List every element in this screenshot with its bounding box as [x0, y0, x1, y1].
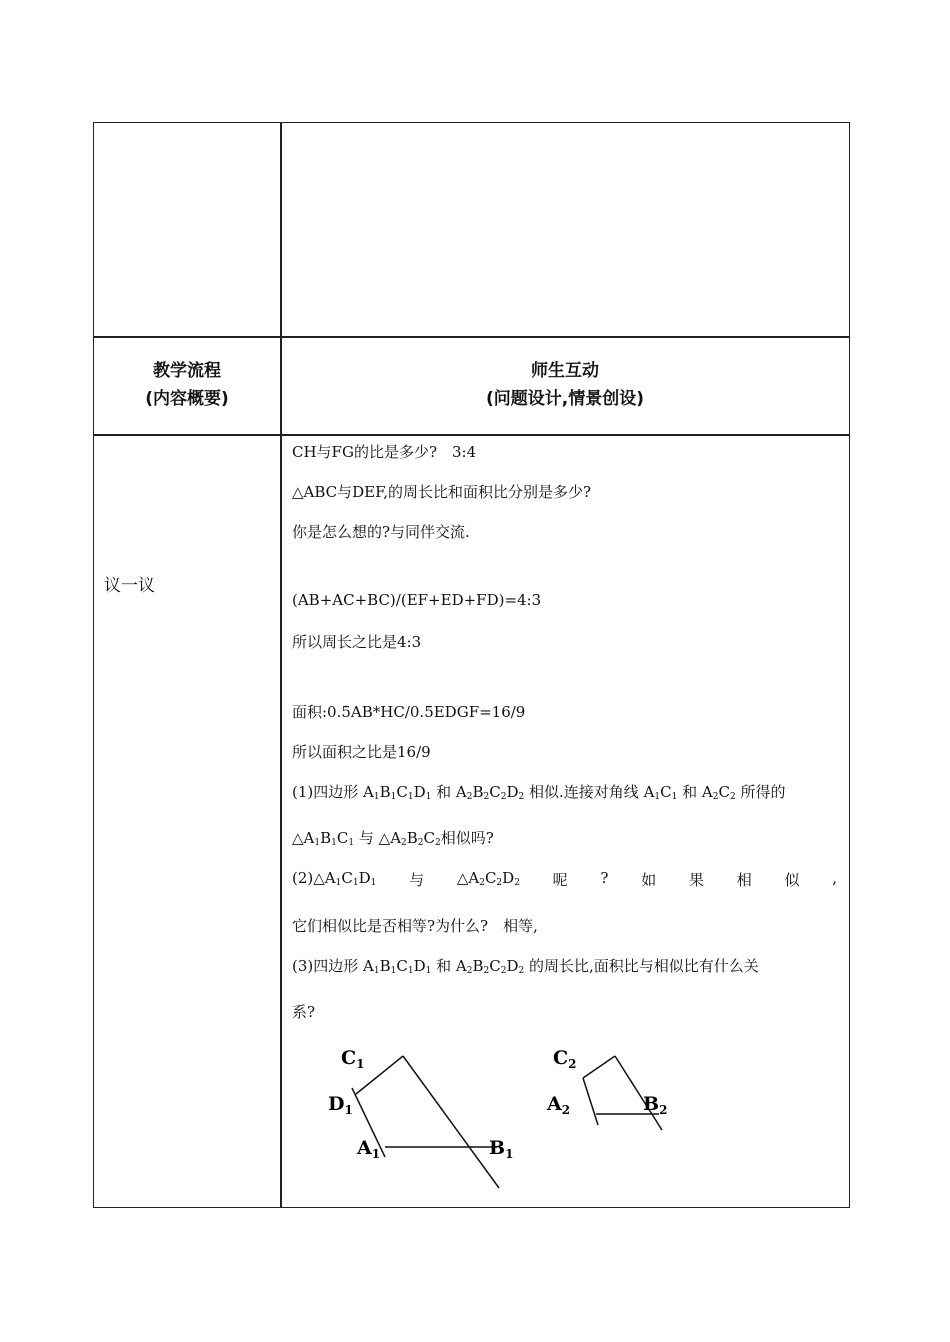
question-2-line-1: $(2)\triangle A_1C_1D_1$ 与 $\triangle A_2C_2D_2$ 呢 ? 如 果 相 似 , [292, 869, 837, 889]
header-col1-title: 教学流程 [153, 361, 221, 381]
edge-c2-a2 [583, 1078, 598, 1125]
question-3-line-2: 系? [292, 1003, 316, 1021]
label-c1: $C_1$ [341, 1047, 365, 1071]
label-b2: $B_2$ [643, 1093, 668, 1117]
line-discuss: 你是怎么想的?与同伴交流. [292, 523, 470, 541]
edge-c1-b1 [403, 1056, 499, 1188]
question-1-line-1: (1)四边形 $A_1B_1C_1D_1$ 和 $A_2B_2C_2D_2$ 相似.连接对角线 $A_1C_1$ 和 $A_2C_2$ 所得的 [292, 783, 786, 802]
line-area-ratio: 面积:0.5AB*HC/0.5EDGF=16/9 [292, 703, 526, 721]
line-ch-fg: CH与FG的比是多少? 3:4 [292, 443, 477, 461]
header-col2-subtitle: (问题设计,情景创设) [486, 389, 644, 409]
header-col1-subtitle: (内容概要) [145, 389, 229, 409]
label-a1: $A_1$ [357, 1137, 381, 1161]
label-b1: $B_1$ [489, 1137, 514, 1161]
line-perimeter-question: △ABC与DEF,的周长比和面积比分别是多少? [292, 483, 592, 501]
edge-c2-top [583, 1056, 615, 1078]
question-3-line-1: (3)四边形 $A_1B_1C_1D_1$ 和 $A_2B_2C_2D_2$ 的周长比,面积比与相似比有什么关 [292, 957, 759, 976]
question-2-line-2: 它们相似比是否相等?为什么? 相等, [292, 917, 538, 935]
line-perimeter-result: 所以周长之比是4:3 [292, 633, 422, 651]
label-a2: $A_2$ [547, 1093, 571, 1117]
line-area-result: 所以面积之比是16/9 [292, 743, 431, 761]
line-perimeter-ratio: (AB+AC+BC)/(EF+ED+FD)=4:3 [292, 591, 542, 609]
label-c2: $C_2$ [553, 1047, 577, 1071]
header-col2-title: 师生互动 [531, 361, 599, 381]
label-d1: $D_1$ [328, 1093, 353, 1117]
stage-label: 议一议 [104, 576, 155, 596]
question-1-line-2: $\triangle A_1B_1C_1$ 与 $\triangle A_2B_2C_2$相似吗? [292, 829, 494, 848]
